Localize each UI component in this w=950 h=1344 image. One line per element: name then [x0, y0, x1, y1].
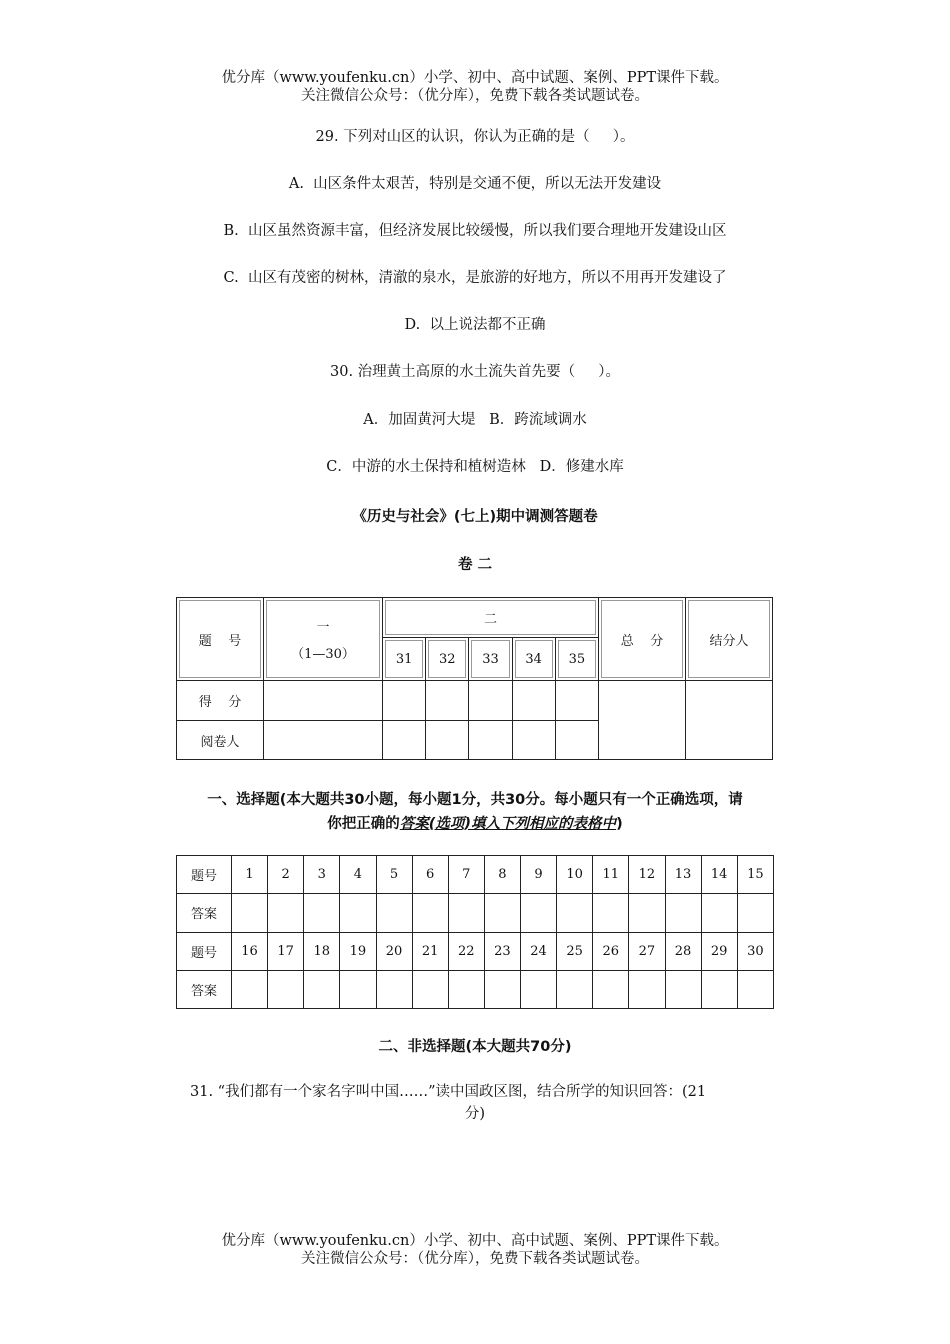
answer-cell	[376, 894, 412, 932]
score-col-35: 35	[555, 638, 598, 681]
section-one-heading-line-2: 你把正确的答案(选项)填入下列相应的表格中)	[327, 816, 623, 832]
q29-option-c: C. 山区有茂密的树林，清澈的泉水，是旅游的好地方，所以不用再开发建设了	[223, 270, 727, 286]
score-row-yuejuanren: 阅卷人	[177, 721, 264, 760]
answer-cell	[304, 970, 340, 1008]
volume-title: 卷 二	[457, 557, 493, 573]
score-cell	[555, 681, 598, 721]
answer-cell	[376, 970, 412, 1008]
score-total-cell	[599, 681, 686, 760]
question-number-cell: 19	[340, 932, 376, 970]
answer-table	[176, 855, 774, 1009]
score-col-31: 31	[383, 638, 426, 681]
score-scorer-cell	[686, 681, 773, 760]
q29-option-b: B. 山区虽然资源丰富，但经济发展比较缓慢，所以我们要合理地开发建设山区	[223, 223, 727, 239]
answer-cell	[340, 894, 376, 932]
question-number-cell: 2	[268, 856, 304, 894]
footer-line-1: 优分库（www.youfenku.cn）小学、初中、高中试题、案例、PPT课件下载。	[221, 1233, 729, 1249]
question-number-cell: 12	[629, 856, 665, 894]
question-number-cell: 17	[268, 932, 304, 970]
header-line-2: 关注微信公众号：（优分库），免费下载各类试题试卷。	[301, 88, 649, 104]
answer-cell	[701, 970, 737, 1008]
score-header-total: 总 分	[599, 598, 686, 681]
question-number-cell: 6	[412, 856, 448, 894]
answer-cell	[737, 894, 773, 932]
answer-cell	[593, 894, 629, 932]
answer-cell	[484, 894, 520, 932]
section-one-underlined-text: 答案(选项)填入下列相应的表格中	[399, 816, 617, 832]
question-number-cell: 24	[521, 932, 557, 970]
question-number-cell: 4	[340, 856, 376, 894]
question-number-cell: 3	[304, 856, 340, 894]
q30-options-ab: A．加固黄河大堤 B．跨流域调水	[363, 412, 587, 428]
answer-cell	[412, 894, 448, 932]
score-header-yi-range: （1—30）	[291, 647, 355, 662]
score-cell	[383, 681, 426, 721]
score-header-tihao: 题 号	[177, 598, 264, 681]
score-cell	[469, 721, 512, 760]
q31-line-1: 31. “我们都有一个家名字叫中国……”读中国政区图，结合所学的知识回答：(21	[190, 1084, 707, 1100]
score-cell	[426, 721, 469, 760]
score-cell	[512, 681, 555, 721]
question-number-cell: 21	[412, 932, 448, 970]
question-number-cell: 10	[557, 856, 593, 894]
answer-cell	[701, 894, 737, 932]
question-number-cell: 25	[557, 932, 593, 970]
question-number-cell: 27	[629, 932, 665, 970]
question-number-cell: 30	[737, 932, 773, 970]
answer-cell	[521, 970, 557, 1008]
score-col-33: 33	[469, 638, 512, 681]
question-number-cell: 1	[232, 856, 268, 894]
answer-cell	[484, 970, 520, 1008]
answer-cell	[665, 894, 701, 932]
answer-cell	[448, 894, 484, 932]
q29-option-d: D. 以上说法都不正确	[404, 317, 546, 333]
q30-options-cd: C．中游的水土保持和植树造林 D．修建水库	[326, 459, 624, 475]
answer-row-label-tihao: 题号	[177, 856, 232, 894]
score-cell	[264, 681, 383, 721]
q31-line-2: 分)	[464, 1106, 486, 1122]
question-number-cell: 22	[448, 932, 484, 970]
score-cell	[555, 721, 598, 760]
score-cell	[383, 721, 426, 760]
sheet-title: 《历史与社会》(七上)期中调测答题卷	[352, 509, 598, 525]
question-number-cell: 29	[701, 932, 737, 970]
section-two-heading: 二、非选择题(本大题共70分)	[378, 1039, 572, 1055]
score-cell	[426, 681, 469, 721]
answer-cell	[737, 970, 773, 1008]
answer-cell	[629, 970, 665, 1008]
question-number-cell: 11	[593, 856, 629, 894]
question-number-cell: 9	[521, 856, 557, 894]
question-number-cell: 5	[376, 856, 412, 894]
section-one-heading-line-1: 一、选择题(本大题共30小题，每小题1分，共30分。每小题只有一个正确选项，请	[207, 792, 743, 808]
answer-row-label-daan: 答案	[177, 970, 232, 1008]
question-number-cell: 16	[232, 932, 268, 970]
score-cell	[512, 721, 555, 760]
answer-cell	[412, 970, 448, 1008]
q29-option-a: A. 山区条件太艰苦，特别是交通不便，所以无法开发建设	[288, 176, 662, 192]
footer-line-2: 关注微信公众号：（优分库），免费下载各类试题试卷。	[301, 1251, 649, 1267]
score-col-34: 34	[512, 638, 555, 681]
question-number-cell: 13	[665, 856, 701, 894]
score-col-32: 32	[426, 638, 469, 681]
score-table	[176, 597, 773, 760]
q30-stem: 30. 治理黄土高原的水土流失首先要（ ）。	[330, 364, 620, 380]
question-number-cell: 7	[448, 856, 484, 894]
answer-cell	[557, 894, 593, 932]
question-number-cell: 8	[484, 856, 520, 894]
score-row-defen: 得 分	[177, 681, 264, 721]
question-number-cell: 23	[484, 932, 520, 970]
answer-cell	[340, 970, 376, 1008]
question-number-cell: 28	[665, 932, 701, 970]
score-header-yi: 一	[316, 620, 330, 635]
header-line-1: 优分库（www.youfenku.cn）小学、初中、高中试题、案例、PPT课件下载。	[221, 70, 729, 86]
question-number-cell: 14	[701, 856, 737, 894]
score-header-section-one	[264, 598, 383, 681]
score-cell	[469, 681, 512, 721]
question-number-cell: 18	[304, 932, 340, 970]
answer-row-label-daan: 答案	[177, 894, 232, 932]
answer-cell	[448, 970, 484, 1008]
score-header-er: 二	[383, 598, 599, 638]
answer-cell	[521, 894, 557, 932]
score-cell	[264, 721, 383, 760]
answer-row-label-tihao: 题号	[177, 932, 232, 970]
question-number-cell: 26	[593, 932, 629, 970]
answer-cell	[304, 894, 340, 932]
answer-cell	[557, 970, 593, 1008]
answer-cell	[268, 970, 304, 1008]
question-number-cell: 15	[737, 856, 773, 894]
answer-cell	[232, 894, 268, 932]
q29-stem: 29. 下列对山区的认识，你认为正确的是（ ）。	[315, 129, 635, 145]
answer-cell	[232, 970, 268, 1008]
question-number-cell: 20	[376, 932, 412, 970]
score-header-scorer: 结分人	[686, 598, 773, 681]
answer-cell	[665, 970, 701, 1008]
answer-cell	[593, 970, 629, 1008]
answer-cell	[629, 894, 665, 932]
answer-cell	[268, 894, 304, 932]
